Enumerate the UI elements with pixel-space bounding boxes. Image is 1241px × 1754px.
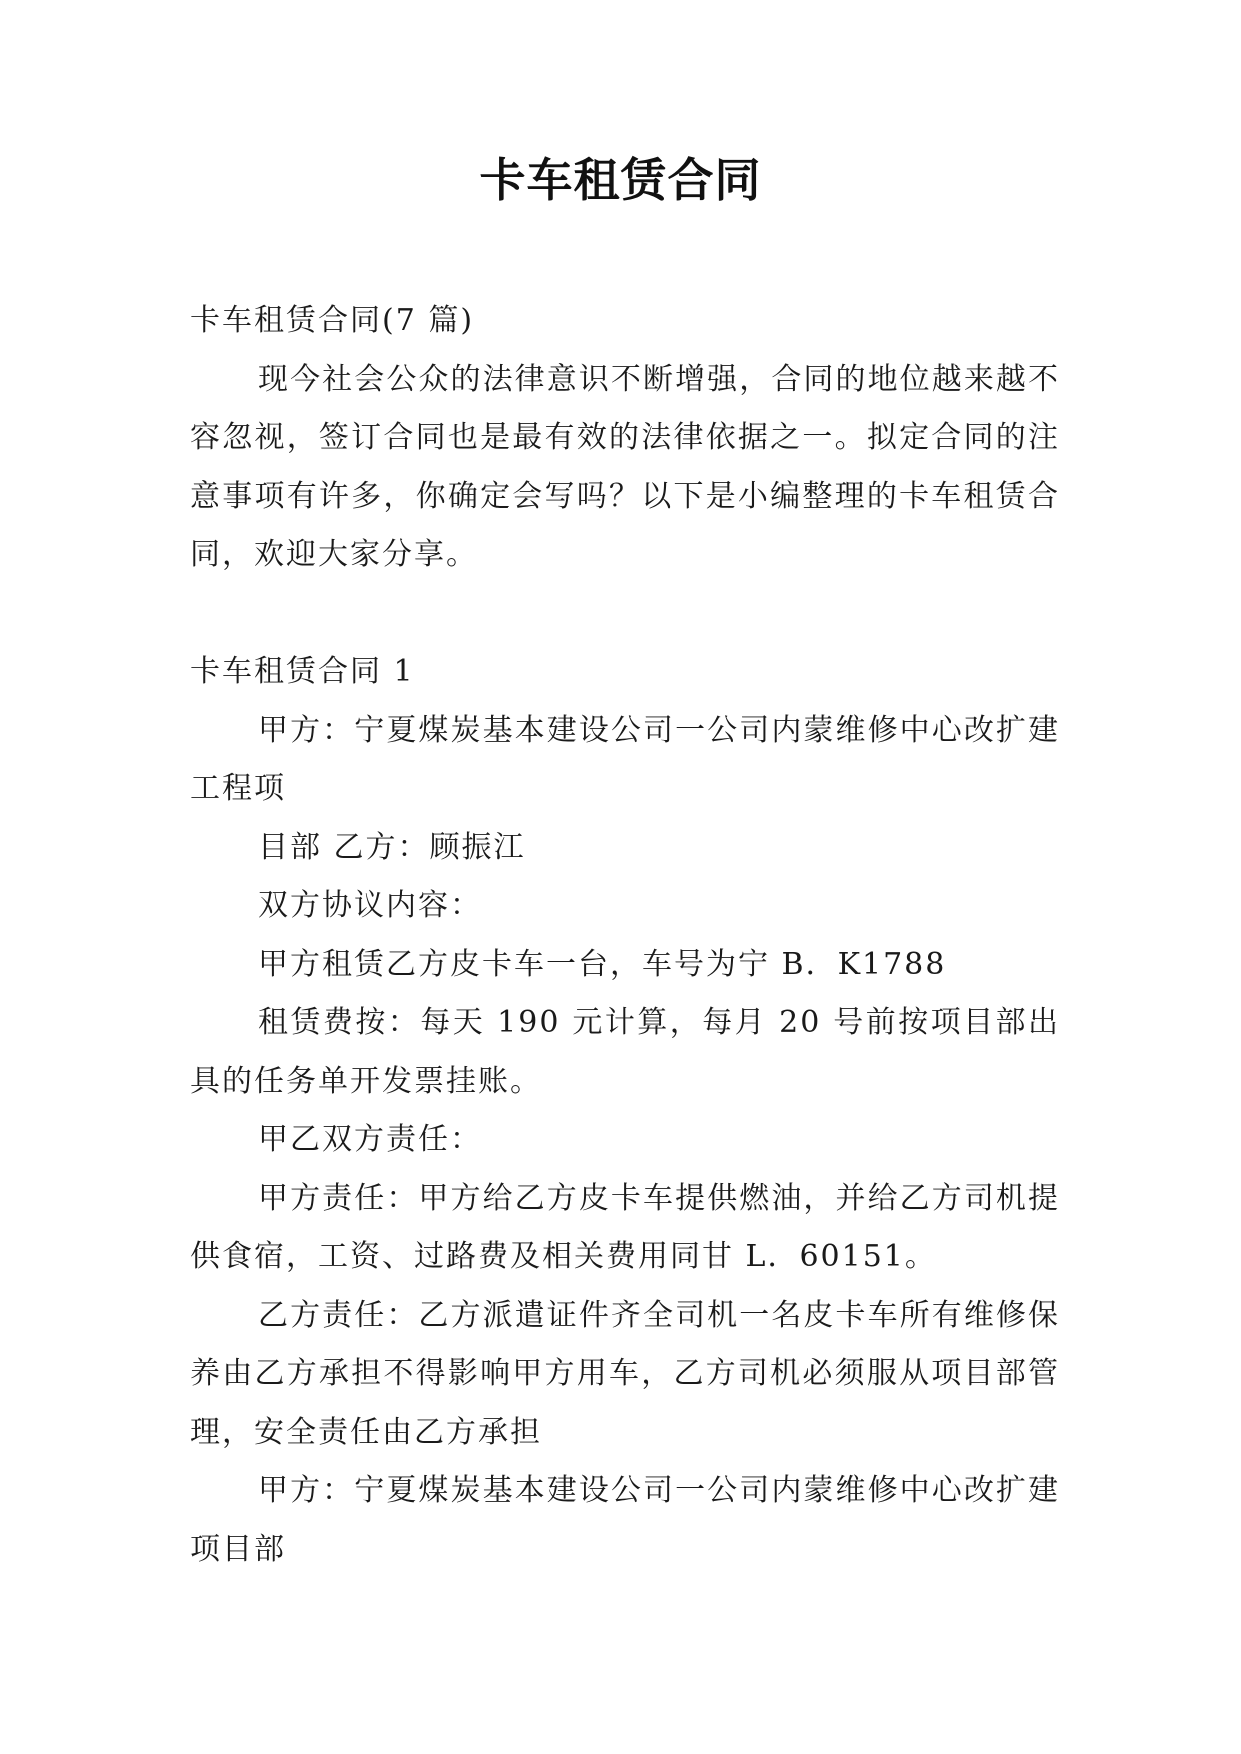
paragraph: 甲方租赁乙方皮卡车一台，车号为宁 B．K1788 bbox=[258, 946, 947, 982]
paragraph: 甲方：宁夏煤炭基本建设公司一公司内蒙维修中心改扩建项目部 bbox=[190, 1473, 1060, 1567]
paragraph: 双方协议内容： bbox=[258, 888, 482, 923]
paragraph: 乙方责任：乙方派遣证件齐全司机一名皮卡车所有维修保养由乙方承担不得影响甲方用车，乙方司机必须服从项目部管理，安全责任由乙方承担 bbox=[190, 1297, 1060, 1450]
document-title: 卡车租赁合同 bbox=[479, 153, 762, 207]
paragraph: 目部 乙方：顾振江 bbox=[258, 829, 526, 865]
paragraph: 卡车租赁合同 1 bbox=[190, 654, 415, 689]
paragraph: 甲方：宁夏煤炭基本建设公司一公司内蒙维修中心改扩建工程项 bbox=[190, 712, 1060, 806]
paragraph: 卡车租赁合同(7 篇) bbox=[190, 303, 475, 338]
paragraph: 甲方责任：甲方给乙方皮卡车提供燃油，并给乙方司机提供食宿，工资、过路费及相关费用同甘 L．60151。 bbox=[190, 1180, 1060, 1274]
paragraph: 现今社会公众的法律意识不断增强，合同的地位越来越不容忽视，签订合同也是最有效的法律依据之一。拟定合同的注意事项有许多，你确定会写吗？以下是小编整理的卡车租赁合同，欢迎大家分享。 bbox=[190, 361, 1060, 572]
document-body bbox=[190, 292, 1060, 1579]
blank-line bbox=[190, 585, 1060, 644]
paragraph: 租赁费按：每天 190 元计算，每月 20 号前按项目部出具的任务单开发票挂账。 bbox=[190, 1005, 1060, 1099]
paragraph: 甲乙双方责任： bbox=[258, 1122, 482, 1157]
